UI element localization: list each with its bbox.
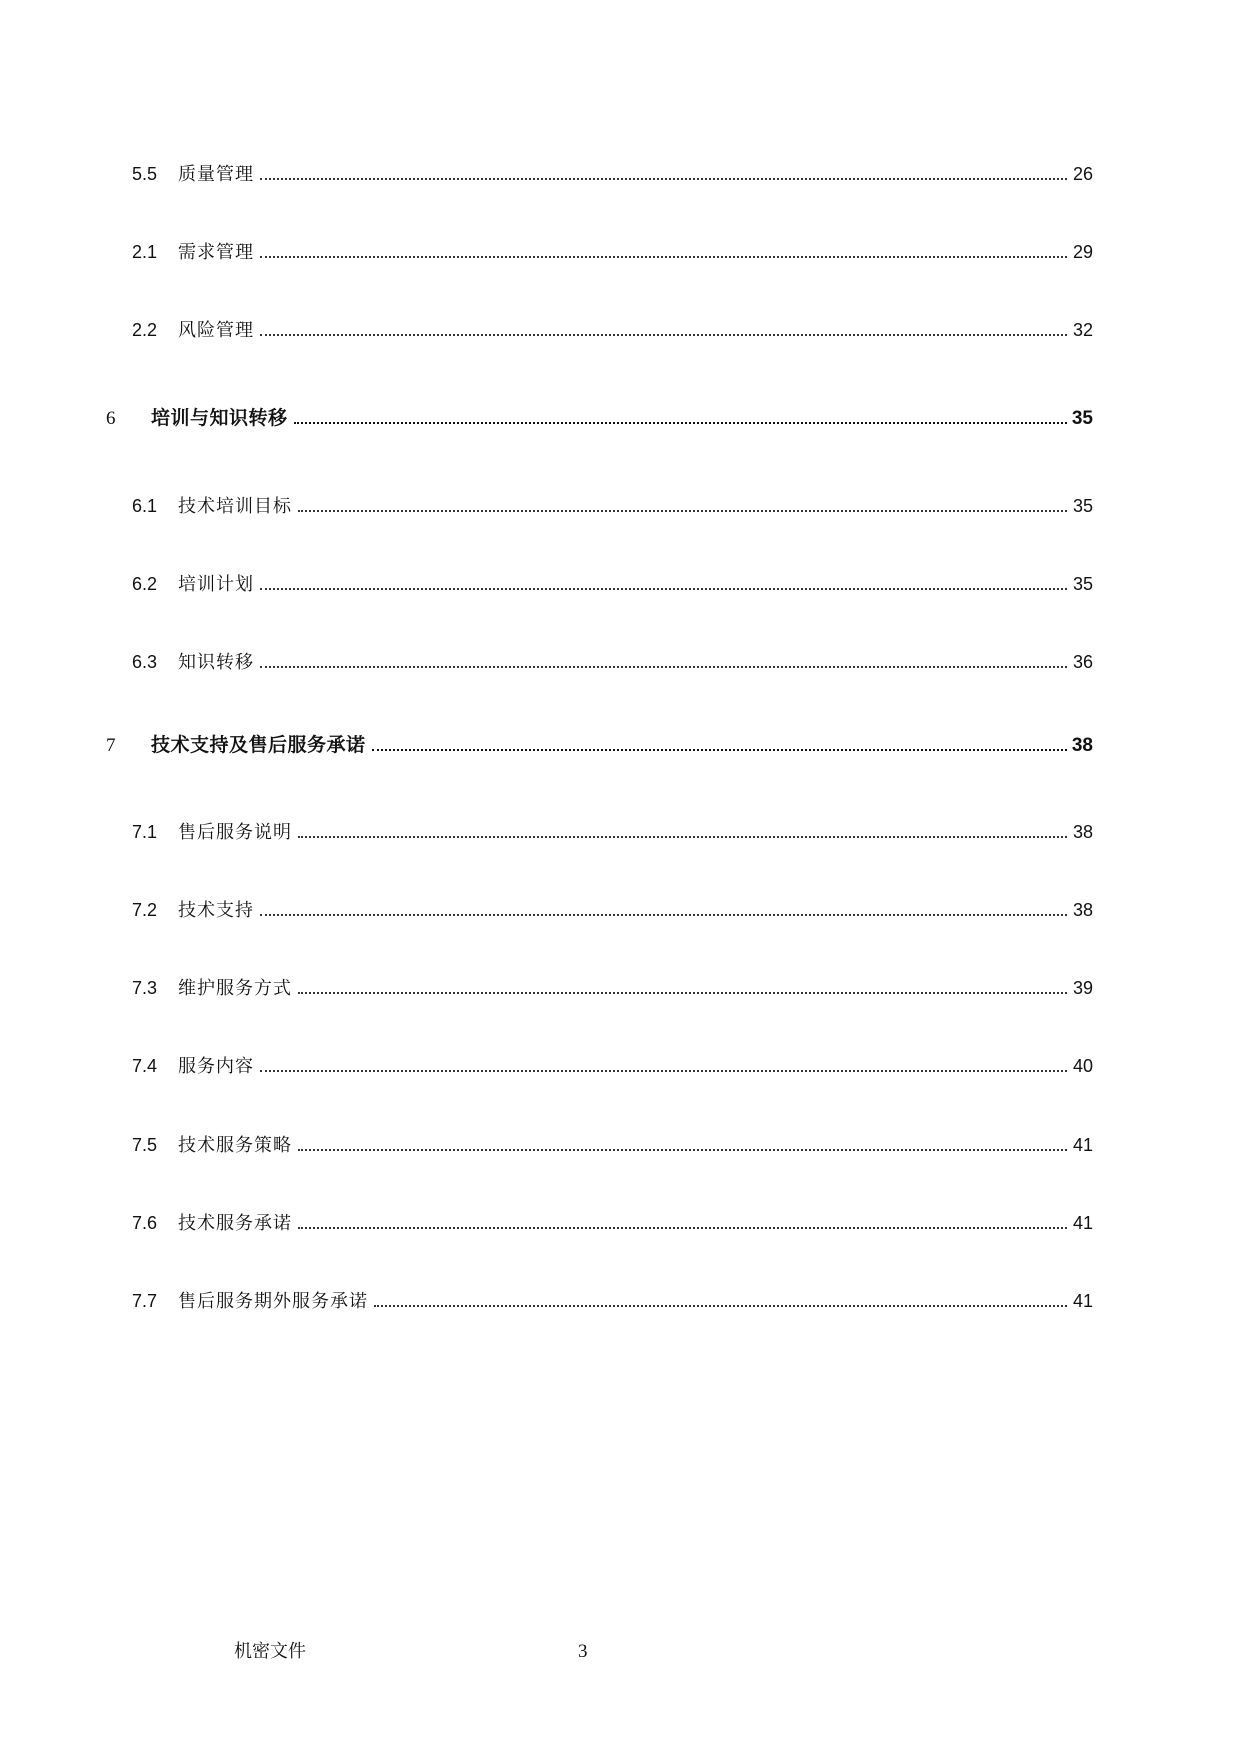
toc-entry-page: 40 [1072, 1056, 1093, 1076]
toc-entry-page: 41 [1072, 1135, 1093, 1155]
toc-leader-dots [298, 1225, 1067, 1229]
toc-entry-page: 41 [1072, 1213, 1093, 1233]
toc-entry-6-1[interactable] [132, 494, 1093, 519]
toc-entry-number: 7.7 [132, 1291, 158, 1311]
toc-entry-number: 2.1 [132, 242, 158, 262]
toc-leader-dots [260, 254, 1067, 258]
toc-entry-title: 服务内容 [178, 1056, 254, 1077]
toc-entry-title: 知识转移 [178, 652, 254, 673]
toc-entry-number: 6.3 [132, 652, 158, 672]
toc-entry-2-2[interactable] [132, 318, 1093, 343]
toc-leader-dots [298, 834, 1067, 838]
toc-entry-page: 29 [1072, 242, 1093, 262]
toc-entry-number: 7.6 [132, 1213, 158, 1233]
footer-page-number: 3 [578, 1641, 588, 1662]
toc-entry-title: 技术服务承诺 [178, 1213, 292, 1234]
toc-entry-title: 培训与知识转移 [151, 407, 288, 429]
toc-entry-title: 需求管理 [178, 242, 254, 263]
toc-entry-page: 38 [1071, 735, 1093, 756]
toc-entry-number: 7.5 [132, 1135, 158, 1155]
toc-entry-title: 维护服务方式 [178, 978, 292, 999]
toc-entry-title: 技术支持 [178, 900, 254, 921]
toc-entry-page: 32 [1072, 320, 1093, 340]
toc-entry-7-7[interactable] [132, 1289, 1093, 1314]
toc-entry-7-1[interactable] [132, 820, 1093, 845]
toc-entry-number: 7 [106, 735, 116, 756]
toc-entry-title: 技术支持及售后服务承诺 [151, 734, 366, 756]
toc-leader-dots [374, 1303, 1067, 1307]
toc-entry-page: 38 [1072, 822, 1093, 842]
toc-entry-7-4[interactable] [132, 1054, 1093, 1079]
toc-entry-number: 7.4 [132, 1056, 158, 1076]
toc-entry-title: 培训计划 [178, 574, 254, 595]
toc-entry-title: 技术培训目标 [178, 496, 292, 517]
toc-leader-dots [260, 332, 1067, 336]
toc-entry-title: 售后服务说明 [178, 822, 292, 843]
toc-entry-7-2[interactable] [132, 898, 1093, 923]
toc-entry-7-3[interactable] [132, 976, 1093, 1001]
toc-entry-6-3[interactable] [132, 650, 1093, 675]
toc-entry-6[interactable] [106, 406, 1093, 431]
toc-leader-dots [298, 1147, 1067, 1151]
toc-leader-dots [372, 747, 1067, 751]
toc-entry-page: 35 [1071, 408, 1093, 429]
toc-entry-7-5[interactable] [132, 1133, 1093, 1158]
toc-entry-title: 技术服务策略 [178, 1135, 292, 1156]
toc-entry-number: 6.2 [132, 574, 158, 594]
toc-entry-2-1[interactable] [132, 240, 1093, 265]
toc-entry-number: 6.1 [132, 496, 158, 516]
toc-leader-dots [260, 912, 1067, 916]
toc-entry-number: 7.2 [132, 900, 158, 920]
toc-entry-page: 39 [1072, 978, 1093, 998]
toc-entry-number: 6 [106, 408, 116, 429]
toc-leader-dots [260, 664, 1067, 668]
toc-leader-dots [294, 420, 1067, 424]
toc-entry-6-2[interactable] [132, 572, 1093, 597]
toc-entry-title: 售后服务期外服务承诺 [178, 1291, 368, 1312]
toc-entry-page: 35 [1072, 574, 1093, 594]
toc-entry-number: 7.1 [132, 822, 158, 842]
toc-entry-page: 41 [1072, 1291, 1093, 1311]
toc-entry-7-6[interactable] [132, 1211, 1093, 1236]
toc-leader-dots [298, 990, 1067, 994]
toc-entry-page: 38 [1072, 900, 1093, 920]
toc-leader-dots [260, 1068, 1067, 1072]
toc-leader-dots [260, 176, 1067, 180]
toc-entry-title: 质量管理 [178, 164, 254, 185]
toc-entry-title: 风险管理 [178, 320, 254, 341]
toc-entry-page: 35 [1072, 496, 1093, 516]
footer-confidential-label: 机密文件 [234, 1641, 306, 1662]
toc-entry-page: 36 [1072, 652, 1093, 672]
toc-entry-number: 7.3 [132, 978, 158, 998]
toc-leader-dots [298, 508, 1067, 512]
toc-entry-number: 5.5 [132, 164, 158, 184]
toc-entry-7[interactable] [106, 733, 1093, 758]
toc-entry-5-5[interactable] [132, 162, 1093, 187]
toc-entry-number: 2.2 [132, 320, 158, 340]
toc-leader-dots [260, 586, 1067, 590]
toc-entry-page: 26 [1072, 164, 1093, 184]
